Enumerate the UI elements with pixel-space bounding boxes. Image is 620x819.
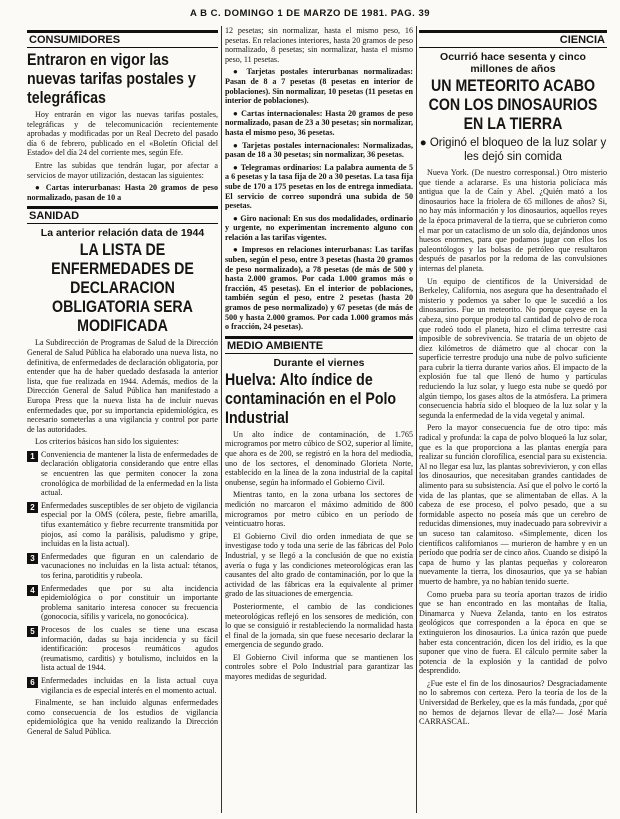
section-consumidores: CONSUMIDORES [27,30,218,48]
kicker-sanidad: La anterior relación data de 1944 [40,227,205,240]
running-head: A B C. DOMINGO 1 DE MARZO DE 1981. PAG. 39 [189,8,431,19]
paragraph: Entre las subidas que tendrán lugar, por afectar a servicios de mayor utilización, destacan las siguientes: [27,160,218,180]
list-item [27,625,218,673]
paragraph: Mientras tanto, en la zona urbana los sectores de medición no marcaron el máximo admitido de 800 microgramos por metro cúbico en un período de veinticuatro horas. [225,490,413,529]
headline-huelva: Huelva: Alto índice de contaminación en el Polo Industrial [225,370,397,427]
headline-enfermedades: LA LISTA DE ENFERMEDADES DE DECLARACION OBLIGATORIA SERA MODIFICADA [51,241,194,336]
paragraph: ● Cartas interurbanas: Hasta 20 gramos de peso normalizado, pasan de 10 a [27,183,218,202]
column-middle [225,26,413,815]
list-item-text: Enfermedades que figuran en un calendario de vacunaciones no incluidas en la lista actual: tétanos, tos ferina, parotiditis y rubeola. [41,551,218,580]
number-badge: 5 [27,626,38,637]
headline-meteorito: UN METEORITO ACABO CON LOS DINOSAURIOS EN LA TIERRA [428,77,598,133]
list-item [27,501,218,549]
paragraph: ● Giro nacional: En sus dos modalidades, ordinario y urgente, no experimentan incremento alguno con relación a las tarifas vigentes. [225,213,413,242]
paragraph: Finalmente, se han incluido algunas enfermedades como consecuencia de los estudios de vigilancia epidemiológica que ha venido realizando la Dirección General de Salud Pública. [27,698,218,736]
kicker-ciencia: Ocurrió hace sesenta y cinco millones de años [440,51,586,75]
paragraph: ● Tarjetas postales interurbanas normalizadas: Pasan de 8 a 7 pesetas (8 pesetas en interior de poblaciones). Sin normalizar, 10 pesetas (11 pesetas en interior de poblaciones). [225,67,413,106]
number-badge: 4 [27,585,38,596]
section-sanidad: SANIDAD [27,206,218,224]
paragraph: ● Impresos en relaciones interurbanas: Las tarifas suben, según el peso, entre 3 pesetas (hasta 20 gramos de peso normalizado), a 78 pesetas (de más de 500 y hasta 2.000 gramos. Por cada 1.000 gramos más o fracción, 45 pesetas). En el interior de poblaciones, también según el peso, entre 2 pesetas (hasta 20 gramos de peso normalizado) y 67 pesetas (de más de 500 y hasta 2.000 gramos. Por cada 1.000 gramos más o fracción, 24 pesetas). [225,245,413,332]
list-item [27,584,218,622]
section-ciencia: CIENCIA [419,30,607,48]
paragraph: Nueva York. (De nuestro corresponsal.) Otro misterio que tiende a aclararse. Es una historia policíaca más antigua que la de Caín y Abel. ¿Quién mató a los dinosaurios hace la friolera de 65 millones de años? Si, no hay más información y los dinosaurios, aquellos reyes de la época primaveral de la tierra, que se cubrieron como el mar por un cataclismo de un solo día, dejándonos unos huesos enormes, para que podamos jugar con ellos los paleontólogos y las bolsas de petróleo que resultaron después de pasarlos por la redoma de las convulsiones internas del planeta. [419,168,607,273]
list-item-text: Enfermedades que por su alta incidencia epidemiológica o por constituir un importante problema sanitario interesa conocer su frecuencia (gonococia, sífilis y varicela, no gonocócica). [41,583,218,622]
paragraph: Posteriormente, el cambio de las condiciones meteorológicas reflejó en los sensores de medición, con lo que se consiguió ir restableciendo la normalidad hasta el final de la jornada, sin que fuese necesario declarar la emergencia de segundo grado. [225,601,413,650]
number-badge: 1 [27,451,38,462]
number-badge: 2 [27,502,38,513]
paragraph: Los criterios básicos han sido los siguientes: [35,437,179,447]
paragraph: Como prueba para su teoría aportan trazos de iridio que se han encontrado en las montañas de Italia, Dinamarca y Nueva Zelanda, tanto en los estratos geológicos que corresponden a la época en que se extinguieron los dinosaurios. La única razón que puede haber esta concentración, dicen los del iridio, es la que suponer que vino de fuera. El cálculo permite saber la potencia de la explosión y la cantidad de polvo desprendido. [419,589,607,676]
paragraph: El Gobierno Civil informa que se mantienen los controles sobre el Polo Industrial para garantizar las mayores medidas de seguridad. [225,652,413,682]
paragraph: El Gobierno Civil dio orden inmediata de que se investigase todo y toda una serie de las fábricas del Polo Industrial, y se llegó a la conclusión de que no existía avería o fuga y las condiciones meteorológicas eran las causantes del alto grado de contaminación, por lo que la actividad de las fábricas era la equivalente al primer grado de las situaciones de emergencia. [225,531,413,599]
paragraph: Hoy entrarán en vigor las nuevas tarifas postales, telegráficas y de telecomunicación recientemente aprobadas y modificadas por un Real Decreto del pasado día 6 de febrero, publicado en el «Boletín Oficial del Estado» del día 24 del corriente mes, según Efe. [27,110,218,158]
number-badge: 6 [27,677,38,688]
list-item-text: Enfermedades susceptibles de ser objeto de vigilancia especial por la OMS (cólera, peste, fiebre amarilla, tifus exantemático y fiebre recurrente transmitida por piojos, así como la parálisis, paludismo y gripe, incluidas en la lista actual). [41,500,218,549]
kicker-medio-ambiente: Durante el viernes [273,356,365,369]
paragraph: ¿Fue este el fin de los dinosaurios? Desgraciadamente no lo sabremos con certeza. Pero la teoría de los de la Universidad de Berkeley, que es la más fundada, ¿por qué no hemos de dejarnos llevar de ella?— José María CARRASCAL. [419,678,607,727]
list-item [27,552,218,581]
paragraph: ● Tarjetas postales internacionales: Normalizadas, pasan de 18 a 30 pesetas; sin normalizar, 36 pesetas. [225,140,413,160]
subdeck: ● Originó el bloqueo de la luz solar y les dejó sin comida [419,137,607,163]
paragraph: La Subdirección de Programas de Salud de la Dirección General de Salud Pública ha elaborado una nueva lista, no definitiva, de enfermedades de declaración obligatoria, por entender que ha de haber quedado desfasada la anterior lista, que fue realizada en 1944. Además, medios de la Dirección General de Salud Pública han manifestado a Europa Press que la nueva lista ha de incluir nuevas enfermedades que, por su importancia epidemiológica, es necesario someterlas a una vigilancia y control por parte de las autoridades. [27,338,218,434]
headline-tarifas: Entraron en vigor las nuevas tarifas postales y telegráficas [27,51,196,107]
paragraph: Un alto índice de contaminación, de 1.765 microgramos por metro cúbico de SO2, superior al límite, que ahora es de 200, se registró en la hora del mediodía, uno de los sectores, el denominado Glorieta Norte, establecido en la línea de la zona industrial de la capital onubense, según ha informado el Gobierno Civil. [225,429,413,487]
list-item [27,676,218,695]
column-left [27,26,218,815]
paragraph: ● Telegramas ordinarios: La palabra aumenta de 5 a 6 pesetas y la tasa fija de 20 a 30 pesetas. La tasa fija sube de 170 a 175 pesetas en los de entrega inmediata. El servicio de correo supondrá una subida de 50 pesetas. [225,162,413,211]
paragraph: 12 pesetas; sin normalizar, hasta el mismo peso, 16 pesetas. En relaciones interiores, hasta 20 gramos de peso normalizado, 8 pesetas; sin normalizar, hasta el mismo peso, 11 pesetas. [225,26,413,64]
column-rule [221,26,222,813]
section-medio-ambiente: MEDIO AMBIENTE [225,336,413,354]
paragraph: Pero la mayor consecuencia fue de otro tipo: más radical y profunda: la capa de polvo bloqueó la luz solar, que es la que proporciona a las plantas energía para realizar su función clorofílica, esencial para su existencia. Al no llegar esa luz, las plantas sobrevivieron, y con ellas los dinosaurios, que necesitaban grandes cantidades de alimento para su subsistencia. Así que el polvo le cortó la vida de las plantas, que se alimentaban de ellas. A la cabeza de ese proceso, el polvo pesado, que a su formidable aspecto no poseía más que un cerebro de reducidas dimensiones, muy inadecuado para sobrevivir a un suceso tan calamitoso. «Simplemente, dicen los científicos californianos — murieron de hambre y en un período que podría ser de cinco años. Cuando se disipó la capa de humo y las plantas pequeñas y colorearon nuevamente la tierra, los dinosaurios, que ya se habían muerto de hambre, ya no habían tenido suerte. [419,423,607,586]
list-item [27,450,218,498]
number-badge: 3 [27,553,38,564]
list-item-text: Conveniencia de mantener la lista de enfermedades de declaración obligatoria considerando que entre ellas se encuentren las que permiten conocer la zona cronológica de morbilidad de la enfermedad en la lista actual. [41,449,218,498]
column-right [419,26,607,815]
column-rule [416,26,417,813]
list-item-text: Enfermedades incluidas en la lista actual cuya vigilancia es de especial interés en el momento actual. [41,675,218,695]
paragraph: Un equipo de científicos de la Universidad de Berkeley, California, nos asegura que ha desentrañado el misterio y podemos ya saber lo que le sucedió a los dinosaurios. Fue un meteorito. No porque cayese en la cabeza, sino porque produjo tal cantidad de polvo de roca que rodeó todo el planeta, hizo el clima terrestre casi imposible de sobrevivencia. Se trataría de un objeto de diez kilómetros de diámetro que al chocar con la superficie terrestre produjo una nube de polvo suficiente para cubrir la tierra durante varios años. El impacto de la explosión fue tal que llenó de humo y partículas reduciendo la luz solar, y luego esta nube se quedó por algún tiempo, los gases altos de la atmósfera. La primera consecuencia habría sido el bloqueo de la luz solar y la segunda la enfermedad de la vida vegetal y animal. [419,276,607,420]
paragraph: ● Cartas internacionales: Hasta 20 gramos de peso normalizado, pasan de 23 a 30 pesetas; sin normalizar, hasta el mismo peso, 36 pesetas. [225,108,413,137]
list-item-text: Procesos de los cuales se tiene una escasa información, dadas su baja incidencia y su fácil identificación: procesos reumáticos agudos (reumatismo, carditis) y botulismo, incluidos en la lista actual de 1944. [41,624,218,673]
